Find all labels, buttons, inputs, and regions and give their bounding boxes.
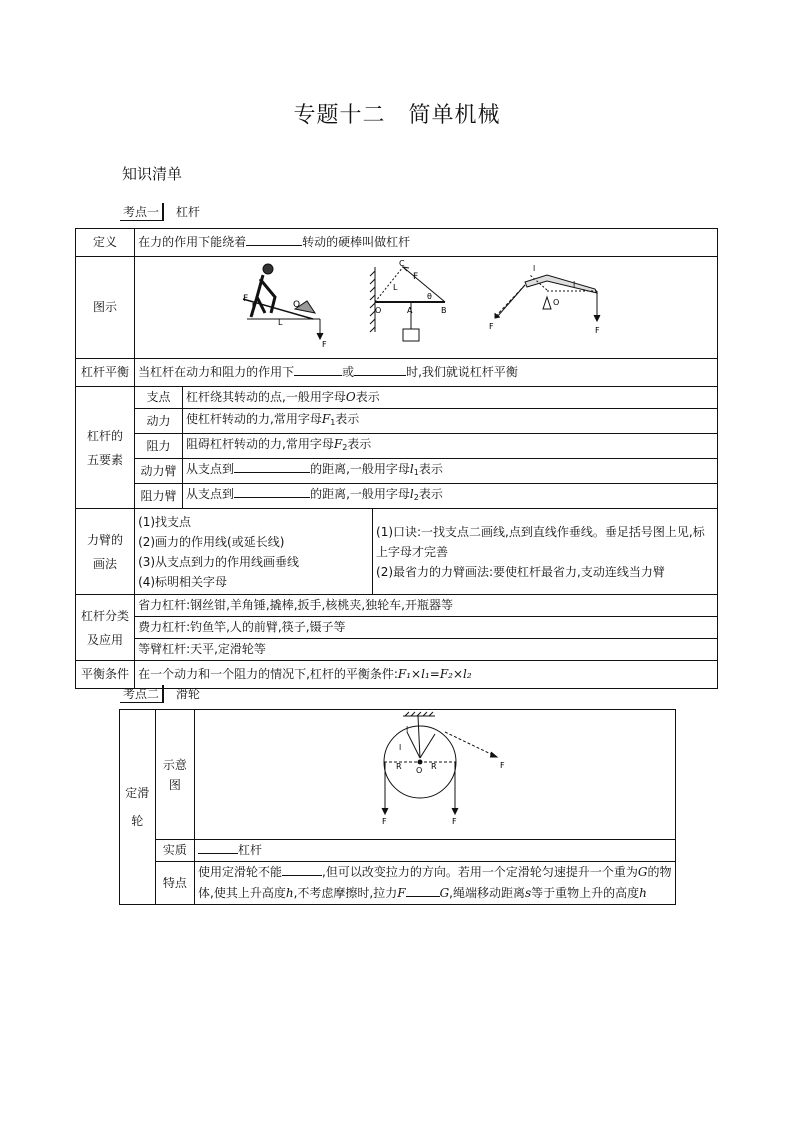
fig3-label-l2: l — [573, 280, 576, 289]
definition-text: 在力的作用下能绕着 转动的硬棒叫做杠杆 — [135, 229, 718, 257]
arm-step: (4)标明相关字母 — [138, 574, 228, 589]
pulley-label-F1: F — [452, 817, 457, 826]
fig2-label-L: L — [393, 283, 398, 292]
pulley-label-l2: l — [399, 743, 402, 752]
pulley-table — [119, 709, 676, 905]
figure-wall-lever — [370, 267, 445, 341]
element-text-effort-arm: 从支点到 的距离,一般用字母$l_1$表示 — [183, 459, 718, 484]
fig1-label-L1: L — [278, 318, 283, 327]
element-name-effort-arm: 动力臂 — [135, 459, 183, 484]
element-text-effort: 使杠杆转动的力,常用字母$F_1$表示 — [183, 409, 718, 434]
fixed-pulley-diagram — [195, 710, 673, 832]
condition-text: 在一个动力和一个阻力的情况下,杠杆的平衡条件:F₁×l₁=F₂×l₂ — [135, 661, 718, 689]
pulley-label-F2: F — [382, 817, 387, 826]
fig2-label-F: F — [413, 272, 419, 282]
fig3-label-F1: F — [489, 322, 494, 331]
arm-step: (1)找支点 — [138, 514, 192, 529]
figure-cell — [135, 257, 718, 359]
fig3-label-F2: F — [595, 326, 600, 335]
pulley-label-l1: l — [406, 725, 409, 734]
five-elements-label: 杠杆的五要素 — [76, 387, 135, 509]
element-text-resistance: 阻碍杠杆转动的力,常用字母$F_2$表示 — [183, 434, 718, 459]
kaodian-2-tag: 考点二 — [120, 685, 164, 703]
fig1-label-F2: F — [322, 340, 327, 349]
arm-tip: (2)最省力的力臂画法:要使杠杆最省力,支动连线当力臂 — [376, 564, 665, 579]
figure-bent-lever — [495, 275, 600, 321]
fig2-label-O: O — [375, 306, 382, 315]
fig1-label-O: O — [293, 300, 301, 310]
fig2-label-C: C — [399, 259, 405, 268]
element-text-resistance-arm: 从支点到 的距离,一般用字母$l_2$表示 — [183, 484, 718, 509]
essence-label: 实质 — [155, 840, 194, 862]
fig2-label-B: B — [441, 306, 447, 315]
arm-step: (3)从支点到力的作用线画垂线 — [138, 554, 300, 569]
diagram-cell — [195, 710, 676, 840]
kaodian-2-heading — [120, 685, 200, 703]
fixed-pulley-label: 定滑轮 — [120, 710, 156, 905]
page-title: 专题十二 简单机械 — [293, 103, 501, 128]
pulley-label-O: O — [416, 766, 423, 775]
element-name-resistance: 阻力 — [135, 434, 183, 459]
figure-worker-lever — [243, 264, 323, 339]
class-equal-arm: 等臂杠杆:天平,定滑轮等 — [135, 639, 718, 661]
arm-steps — [135, 509, 373, 595]
kaodian-1-tag: 考点一 — [120, 203, 164, 221]
class-force-costing: 费力杠杆:钓鱼竿,人的前臂,筷子,镊子等 — [135, 617, 718, 639]
pulley-label-F3: F — [500, 761, 505, 770]
lever-table — [75, 228, 718, 689]
fig1-label-F: F — [243, 294, 249, 304]
fig3-label-O: O — [553, 298, 560, 307]
element-text-fulcrum: 杠杆绕其转动的点,一般用字母O表示 — [183, 387, 718, 409]
figure-label: 图示 — [76, 257, 135, 359]
element-name-resistance-arm: 阻力臂 — [135, 484, 183, 509]
condition-label: 平衡条件 — [76, 661, 135, 689]
diagram-label: 示意图 — [155, 710, 194, 840]
kaodian-1-heading — [120, 203, 200, 221]
fig2-label-theta: θ — [427, 292, 432, 301]
lever-figures — [135, 257, 715, 351]
pulley-label-R2: R — [431, 762, 437, 771]
condition-formula: F₁×l₁=F₂×l₂ — [397, 667, 472, 681]
essence-text: 杠杆 — [195, 840, 676, 862]
feature-label: 特点 — [155, 862, 194, 905]
classification-label: 杠杆分类及应用 — [76, 595, 135, 661]
class-force-saving: 省力杠杆:钢丝钳,羊角锤,撬棒,扳手,核桃夹,独轮车,开瓶器等 — [135, 595, 718, 617]
fig2-label-A: A — [407, 306, 413, 315]
arm-drawing-label: 力臂的画法 — [76, 509, 135, 595]
feature-text: 使用定滑轮不能 ,但可以改变拉力的方向。若用一个定滑轮匀速提升一个重为G的物体,使其上升高度h,不考虑摩擦时,拉力F G,绳端移动距离s等于重物上升的高度h — [195, 862, 676, 905]
pulley-label-R1: R — [396, 762, 402, 771]
balance-text: 当杠杆在动力和阻力的作用下 或 时,我们就说杠杆平衡 — [135, 359, 718, 387]
element-name-effort: 动力 — [135, 409, 183, 434]
fig3-label-l1: l — [533, 264, 536, 273]
arm-tip: (1)口诀:一找支点二画线,点到直线作垂线。垂足括号图上见,标上字母才完善 — [376, 524, 705, 559]
kaodian-2-name: 滑轮 — [176, 687, 201, 701]
balance-label: 杠杆平衡 — [76, 359, 135, 387]
kaodian-1-name: 杠杆 — [176, 205, 201, 219]
arm-tips — [373, 509, 718, 595]
definition-label: 定义 — [76, 229, 135, 257]
section-heading: 知识清单 — [122, 165, 183, 183]
element-name-fulcrum: 支点 — [135, 387, 183, 409]
arm-step: (2)画力的作用线(或延长线) — [138, 534, 285, 549]
